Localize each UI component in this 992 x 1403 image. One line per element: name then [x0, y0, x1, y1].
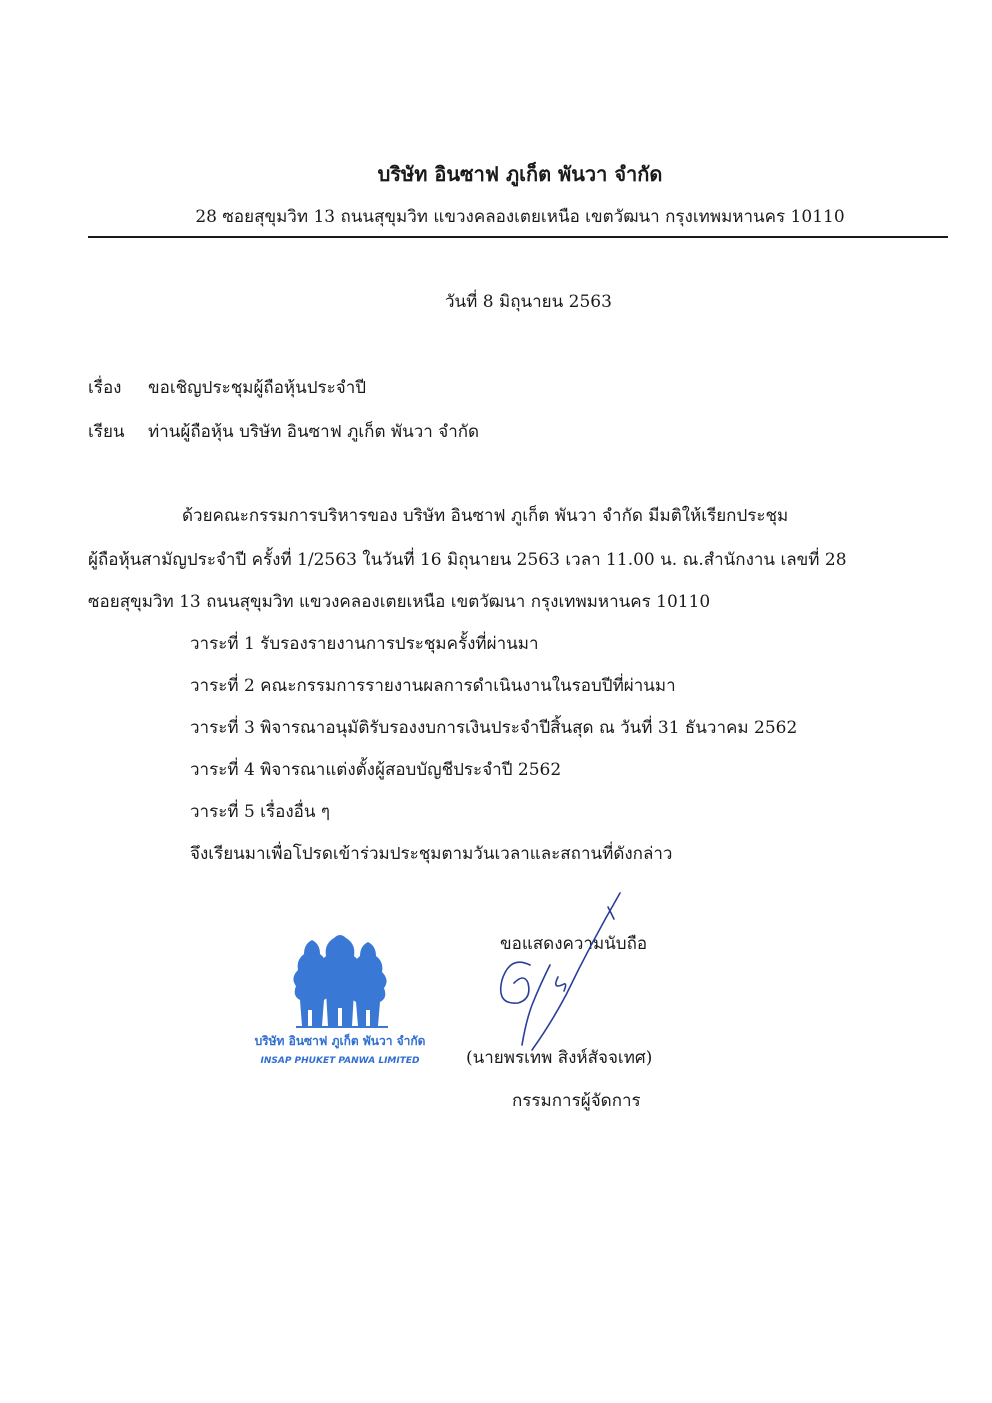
agenda-item-2: วาระที่ 2 คณะกรรมการรายงานผลการดำเนินงานในรอบปีที่ผ่านมา: [190, 676, 676, 696]
company-seal: [240, 930, 440, 1080]
closing-request: จึงเรียนมาเพื่อโปรดเข้าร่วมประชุมตามวันเวลาและสถานที่ดังกล่าว: [190, 844, 673, 864]
agenda-item-3: วาระที่ 3 พิจารณาอนุมัติรับรองงบการเงินประจำปีสิ้นสุด ณ วันที่ 31 ธันวาคม 2562: [190, 718, 798, 738]
recipient-text: ท่านผู้ถือหุ้น บริษัท อินซาฟ ภูเก็ต พันวา จำกัด: [148, 422, 480, 442]
header-divider: [88, 236, 948, 238]
company-address: 28 ซอยสุขุมวิท 13 ถนนสุขุมวิท แขวงคลองเตยเหนือ เขตวัฒนา กรุงเทพมหานคร 10110: [195, 207, 845, 227]
recipient-label: เรียน: [88, 422, 125, 442]
letter-date: วันที่ 8 มิถุนายน 2563: [445, 292, 612, 312]
subject-label: เรื่อง: [88, 378, 122, 398]
company-name: บริษัท อินซาฟ ภูเก็ต พันวา จำกัด: [377, 162, 663, 186]
subject-text: ขอเชิญประชุมผู้ถือหุ้นประจำปี: [148, 378, 367, 398]
three-trees-logo-icon: [240, 930, 440, 1030]
handwritten-signature: [470, 885, 670, 1065]
signer-name: (นายพรเทพ สิงห์สัจจเทศ): [466, 1048, 653, 1068]
seal-text-en: INSAP PHUKET PANWA LIMITED: [260, 1056, 420, 1066]
body-line-1: ด้วยคณะกรรมการบริหารของ บริษัท อินซาฟ ภูเก็ต พันวา จำกัด มีมติให้เรียกประชุม: [182, 506, 789, 526]
agenda-item-5: วาระที่ 5 เรื่องอื่น ๆ: [190, 802, 331, 822]
closing-salutation: ขอแสดงความนับถือ: [500, 934, 648, 954]
signer-title: กรรมการผู้จัดการ: [512, 1091, 641, 1111]
seal-text-th: บริษัท อินซาฟ ภูเก็ต พันวา จำกัด: [254, 1034, 426, 1048]
body-line-3: ซอยสุขุมวิท 13 ถนนสุขุมวิท แขวงคลองเตยเหนือ เขตวัฒนา กรุงเทพมหานคร 10110: [88, 592, 711, 612]
body-line-2: ผู้ถือหุ้นสามัญประจำปี ครั้งที่ 1/2563 ในวันที่ 16 มิถุนายน 2563 เวลา 11.00 น. ณ.สำนักงาน เลขที่ 28: [88, 550, 847, 570]
agenda-item-4: วาระที่ 4 พิจารณาแต่งตั้งผู้สอบบัญชีประจำปี 2562: [190, 760, 562, 780]
agenda-item-1: วาระที่ 1 รับรองรายงานการประชุมครั้งที่ผ่านมา: [190, 634, 539, 654]
